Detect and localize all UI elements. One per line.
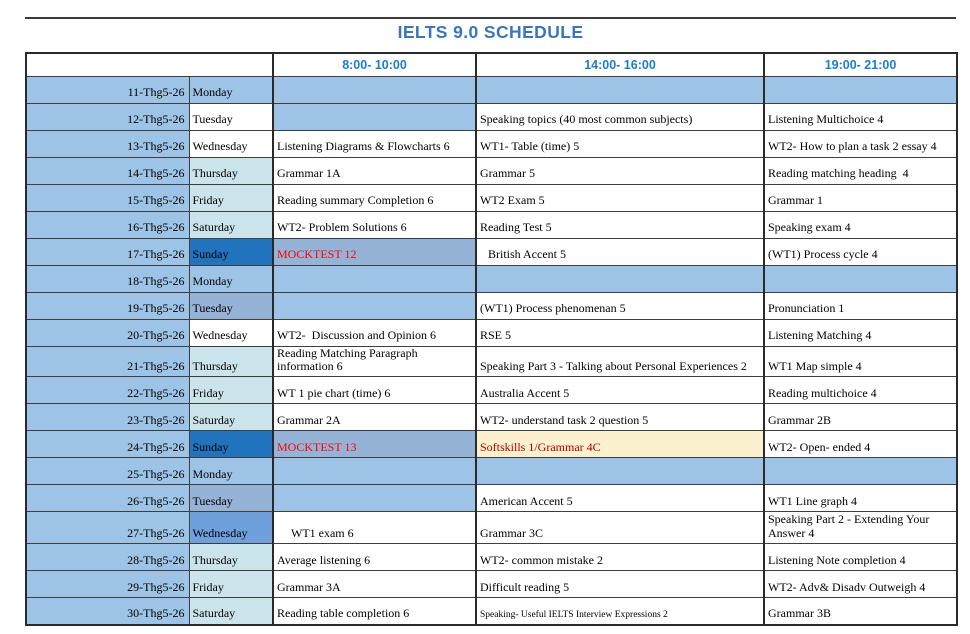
- cell-session: WT2- Discussion and Opinion 6: [273, 319, 476, 346]
- schedule-row: [26, 571, 957, 598]
- cell-session: WT1 Map simple 4: [764, 346, 957, 377]
- cell-day: Monday: [189, 458, 273, 485]
- cell-day: Thursday: [189, 346, 273, 377]
- schedule-row: [26, 265, 957, 292]
- cell-day: Thursday: [189, 157, 273, 184]
- header-time-morning: 8:00- 10:00: [273, 53, 476, 76]
- cell-session: MOCKTEST 12: [273, 238, 476, 265]
- cell-session: Speaking topics (40 most common subjects): [476, 103, 764, 130]
- cell-session: (WT1) Process phenomenan 5: [476, 292, 764, 319]
- cell-date: 20-Thg5-26: [26, 319, 189, 346]
- cell-day: Monday: [189, 265, 273, 292]
- header-time-evening: 19:00- 21:00: [764, 53, 957, 76]
- cell-session: WT 1 pie chart (time) 6: [273, 377, 476, 404]
- cell-date: 18-Thg5-26: [26, 265, 189, 292]
- schedule-row: [26, 211, 957, 238]
- cell-day: Saturday: [189, 598, 273, 625]
- cell-date: 13-Thg5-26: [26, 130, 189, 157]
- cell-date: 19-Thg5-26: [26, 292, 189, 319]
- cell-session: WT1 Line graph 4: [764, 485, 957, 512]
- schedule-row: [26, 404, 957, 431]
- cell-date: 27-Thg5-26: [26, 512, 189, 544]
- cell-session: American Accent 5: [476, 485, 764, 512]
- schedule-body: [26, 76, 957, 625]
- cell-session: Speaking Part 2 - Extending Your Answer 4: [764, 512, 957, 544]
- schedule-row: [26, 130, 957, 157]
- schedule-row: [26, 377, 957, 404]
- schedule-row: [26, 512, 957, 544]
- cell-day: Wednesday: [189, 130, 273, 157]
- cell-session: Australia Accent 5: [476, 377, 764, 404]
- time-header-row: [26, 53, 957, 76]
- header-time-afternoon: 14:00- 16:00: [476, 53, 764, 76]
- cell-session: WT1- Table (time) 5: [476, 130, 764, 157]
- schedule-row: [26, 458, 957, 485]
- cell-date: 14-Thg5-26: [26, 157, 189, 184]
- cell-day: Thursday: [189, 544, 273, 571]
- cell-session: [764, 458, 957, 485]
- cell-day: Friday: [189, 377, 273, 404]
- cell-session: Reading table completion 6: [273, 598, 476, 625]
- schedule-row: [26, 346, 957, 377]
- cell-day: Saturday: [189, 211, 273, 238]
- schedule-table: [25, 52, 958, 626]
- header-empty-cell: [26, 53, 273, 76]
- schedule-row: [26, 76, 957, 103]
- cell-session: [764, 265, 957, 292]
- schedule-row: [26, 598, 957, 625]
- cell-date: 24-Thg5-26: [26, 431, 189, 458]
- cell-session: WT1 exam 6: [273, 512, 476, 544]
- cell-session: Listening Note completion 4: [764, 544, 957, 571]
- schedule-row: [26, 292, 957, 319]
- cell-day: Tuesday: [189, 103, 273, 130]
- cell-session: [273, 76, 476, 103]
- cell-session: Reading Test 5: [476, 211, 764, 238]
- cell-session: Grammar 1A: [273, 157, 476, 184]
- cell-date: 11-Thg5-26: [26, 76, 189, 103]
- schedule-row: [26, 238, 957, 265]
- cell-session: [476, 458, 764, 485]
- cell-day: Saturday: [189, 404, 273, 431]
- cell-session: Speaking Part 3 - Talking about Personal Experiences 2: [476, 346, 764, 377]
- cell-day: Wednesday: [189, 512, 273, 544]
- cell-date: 30-Thg5-26: [26, 598, 189, 625]
- cell-session: Grammar 3A: [273, 571, 476, 598]
- cell-day: Tuesday: [189, 485, 273, 512]
- cell-session: [476, 265, 764, 292]
- schedule-row: [26, 319, 957, 346]
- cell-session: [273, 292, 476, 319]
- cell-session: British Accent 5: [476, 238, 764, 265]
- cell-day: Monday: [189, 76, 273, 103]
- schedule-header: [26, 53, 957, 76]
- cell-session: MOCKTEST 13: [273, 431, 476, 458]
- cell-session: Grammar 2B: [764, 404, 957, 431]
- cell-date: 21-Thg5-26: [26, 346, 189, 377]
- cell-day: Friday: [189, 184, 273, 211]
- cell-session: WT2- How to plan a task 2 essay 4: [764, 130, 957, 157]
- cell-session: Reading matching heading 4: [764, 157, 957, 184]
- cell-date: 12-Thg5-26: [26, 103, 189, 130]
- cell-session: Reading multichoice 4: [764, 377, 957, 404]
- cell-date: 29-Thg5-26: [26, 571, 189, 598]
- cell-session: WT2- Problem Solutions 6: [273, 211, 476, 238]
- cell-session: Reading Matching Paragraph information 6: [273, 346, 476, 377]
- cell-session: Grammar 3C: [476, 512, 764, 544]
- schedule-row: [26, 544, 957, 571]
- cell-session: [273, 485, 476, 512]
- cell-session: WT2- common mistake 2: [476, 544, 764, 571]
- cell-session: Speaking- Useful IELTS Interview Expressions 2: [476, 598, 764, 625]
- cell-session: Grammar 1: [764, 184, 957, 211]
- cell-date: 17-Thg5-26: [26, 238, 189, 265]
- cell-session: (WT1) Process cycle 4: [764, 238, 957, 265]
- cell-date: 26-Thg5-26: [26, 485, 189, 512]
- cell-day: Sunday: [189, 238, 273, 265]
- cell-date: 25-Thg5-26: [26, 458, 189, 485]
- cell-day: Wednesday: [189, 319, 273, 346]
- schedule-row: [26, 485, 957, 512]
- cell-session: WT2- understand task 2 question 5: [476, 404, 764, 431]
- cell-session: Speaking exam 4: [764, 211, 957, 238]
- cell-date: 22-Thg5-26: [26, 377, 189, 404]
- cell-session: Grammar 2A: [273, 404, 476, 431]
- cell-session: RSE 5: [476, 319, 764, 346]
- cell-session: WT2- Adv& Disadv Outweigh 4: [764, 571, 957, 598]
- schedule-row: [26, 157, 957, 184]
- cell-date: 28-Thg5-26: [26, 544, 189, 571]
- cell-date: 23-Thg5-26: [26, 404, 189, 431]
- top-rule: [25, 17, 956, 19]
- cell-session: Reading summary Completion 6: [273, 184, 476, 211]
- cell-session: [273, 103, 476, 130]
- cell-date: 15-Thg5-26: [26, 184, 189, 211]
- cell-session: Average listening 6: [273, 544, 476, 571]
- cell-session: Softskills 1/Grammar 4C: [476, 431, 764, 458]
- schedule-row: [26, 431, 957, 458]
- page-title: IELTS 9.0 SCHEDULE: [397, 22, 584, 42]
- cell-session: WT2- Open- ended 4: [764, 431, 957, 458]
- cell-session: [273, 458, 476, 485]
- cell-session: Listening Matching 4: [764, 319, 957, 346]
- cell-session: Listening Multichoice 4: [764, 103, 957, 130]
- cell-session: [476, 76, 764, 103]
- cell-date: 16-Thg5-26: [26, 211, 189, 238]
- cell-session: Difficult reading 5: [476, 571, 764, 598]
- cell-session: [273, 265, 476, 292]
- cell-session: [764, 76, 957, 103]
- cell-day: Sunday: [189, 431, 273, 458]
- cell-session: Pronunciation 1: [764, 292, 957, 319]
- schedule-row: [26, 103, 957, 130]
- cell-session: Grammar 5: [476, 157, 764, 184]
- cell-session: Listening Diagrams & Flowcharts 6: [273, 130, 476, 157]
- schedule-row: [26, 184, 957, 211]
- cell-day: Tuesday: [189, 292, 273, 319]
- cell-session: Grammar 3B: [764, 598, 957, 625]
- cell-session: WT2 Exam 5: [476, 184, 764, 211]
- cell-day: Friday: [189, 571, 273, 598]
